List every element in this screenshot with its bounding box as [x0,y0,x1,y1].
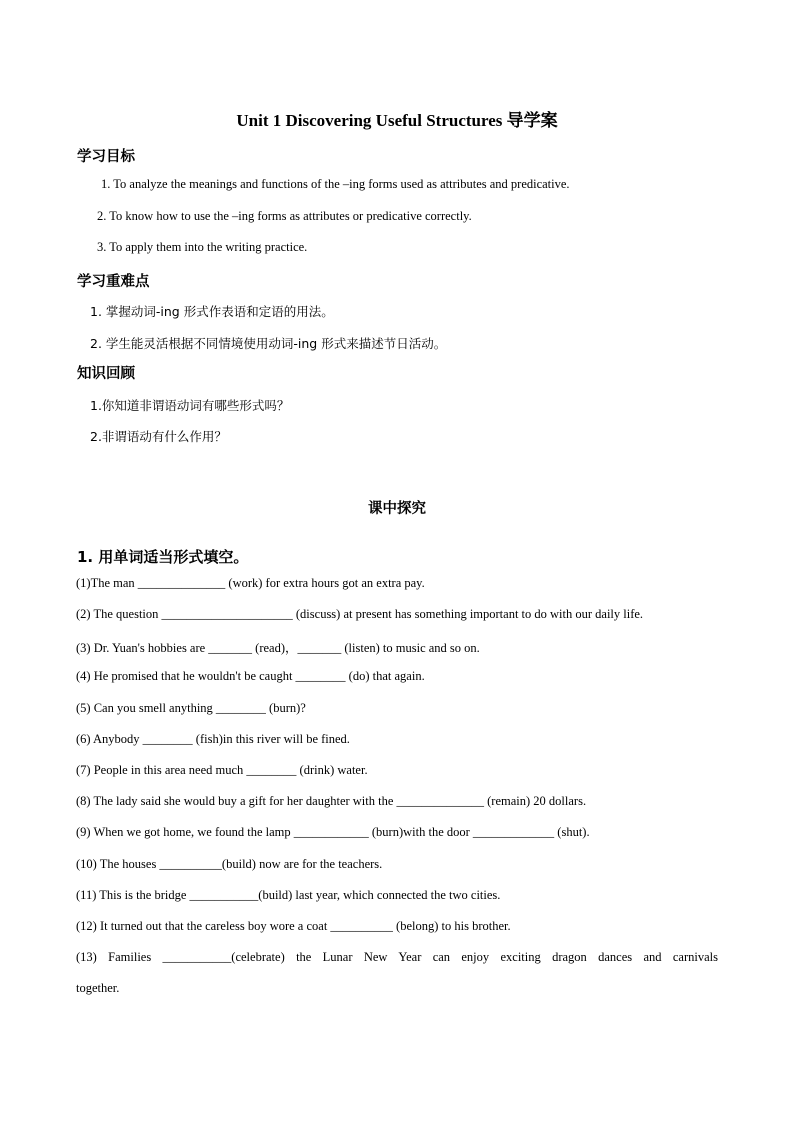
exercise-item: (5) Can you smell anything ________ (burn)? [76,701,306,715]
exercise-item: (6) Anybody ________ (fish)in this river will be fined. [76,732,350,746]
exercise-item-continuation: together. [76,981,120,995]
exercise-item: (4) He promised that he wouldn't be caught ________ (do) that again. [76,669,425,683]
page-title: Unit 1 Discovering Useful Structures 导学案 [236,111,558,130]
exercise-item: (1)The man ______________ (work) for extra hours got an extra pay. [76,576,425,590]
objective-item: 3. To apply them into the writing practice. [97,240,308,254]
exercise-item: (11) This is the bridge ___________(build) last year, which connected the two cities. [76,888,501,902]
review-heading: 知识回顾 [77,366,135,382]
review-item: 2.非谓语动有什么作用？ [90,429,227,444]
objective-item: 1. To analyze the meanings and functions of the –ing forms used as attributes and predicative. [101,177,570,191]
exercise-item: (8) The lady said she would buy a gift for her daughter with the ______________ (remain) 20 dollars. [76,794,587,808]
key-point-item: 1. 掌握动词-ing 形式作表语和定语的用法。 [90,304,334,319]
objective-item: 2. To know how to use the –ing forms as attributes or predicative correctly. [97,209,472,223]
key-points-heading: 学习重难点 [77,274,150,290]
exercise-item: (7) People in this area need much ________ (drink) water. [76,763,368,777]
objectives-heading: 学习目标 [77,149,135,165]
exercise-item: (10) The houses __________(build) now are for the teachers. [76,857,383,871]
review-item: 1.你知道非谓语动词有哪些形式吗？ [90,398,290,413]
exercise-item: (2) The question _____________________ (discuss) at present has something important to do with our daily life. [76,607,644,621]
exercise-item: (3) Dr. Yuan's hobbies are _______ (read)，_______ (listen) to music and so on. [76,641,480,655]
exercise-heading: 1. 用单词适当形式填空。 [77,548,249,566]
exercise-item: (9) When we got home, we found the lamp ____________ (burn)with the door _____________ (shut). [76,825,590,839]
key-point-item: 2. 学生能灵活根据不同情境使用动词-ing 形式来描述节日活动。 [90,336,447,351]
exercise-item: (12) It turned out that the careless boy wore a coat __________ (belong) to his brother. [76,919,511,933]
exercise-item: (13) Families ___________(celebrate) the Lunar New Year can enjoy exciting dragon dances and carnivals [76,950,718,964]
section-title: 课中探究 [368,501,426,517]
